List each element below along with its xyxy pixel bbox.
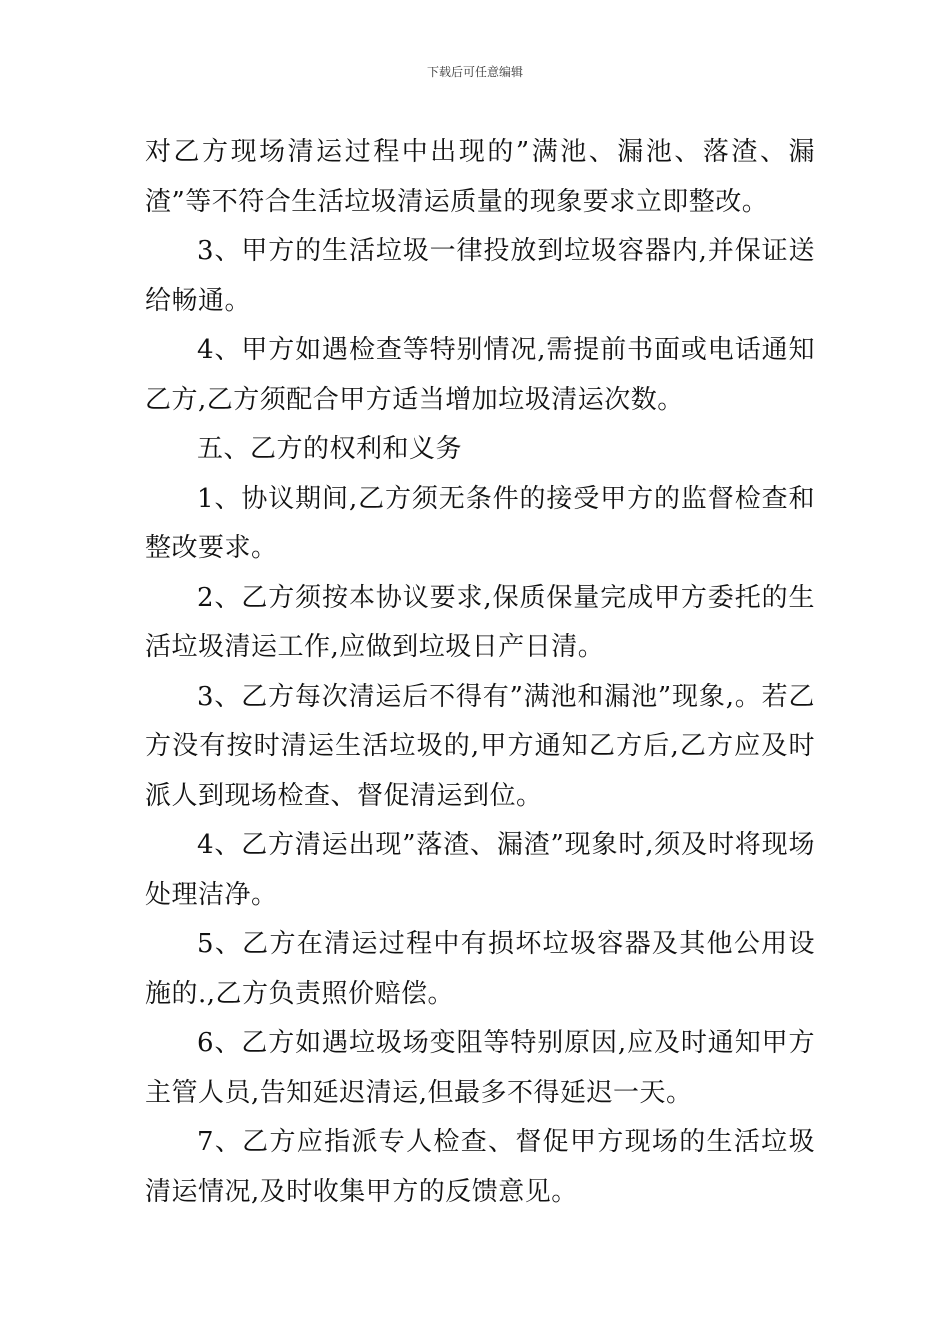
document-body [145,128,815,1217]
section-heading-5: 五、乙方的权利和义务 [197,434,463,464]
paragraph-clause-1: 1、协议期间,乙方须无条件的接受甲方的监督检查和整改要求。 [145,483,815,563]
paragraph-clause-5: 5、乙方在清运过程中有损坏垃圾容器及其他公用设施的.,乙方负责照价赔偿。 [145,929,815,1009]
paragraph-clause-3b: 3、乙方每次清运后不得有”满池和漏池”现象,。若乙方没有按时清运生活垃圾的,甲方通知乙方后,乙方应及时派人到现场检查、督促清运到位。 [145,681,815,811]
paragraph-clause-4b: 4、乙方清运出现”落渣、漏渣”现象时,须及时将现场处理洁净。 [145,830,815,910]
page-header: 下载后可任意编辑 [426,65,523,79]
paragraph-clause-7: 7、乙方应指派专人检查、督促甲方现场的生活垃圾清运情况,及时收集甲方的反馈意见。 [145,1127,815,1207]
paragraph-clause-4: 4、甲方如遇检查等特别情况,需提前书面或电话通知乙方,乙方须配合甲方适当增加垃圾清运次数。 [145,335,815,415]
paragraph-clause-3: 3、甲方的生活垃圾一律投放到垃圾容器内,并保证送给畅通。 [145,236,815,316]
paragraph-clause-6: 6、乙方如遇垃圾场变阻等特别原因,应及时通知甲方主管人员,告知延迟清运,但最多不得延迟一天。 [145,1028,815,1108]
paragraph-clause-2: 2、乙方须按本协议要求,保质保量完成甲方委托的生活垃圾清运工作,应做到垃圾日产日清。 [145,582,815,662]
paragraph-continuation: 对乙方现场清运过程中出现的”满池、漏池、落渣、漏渣”等不符合生活垃圾清运质量的现象要求立即整改。 [145,137,815,217]
